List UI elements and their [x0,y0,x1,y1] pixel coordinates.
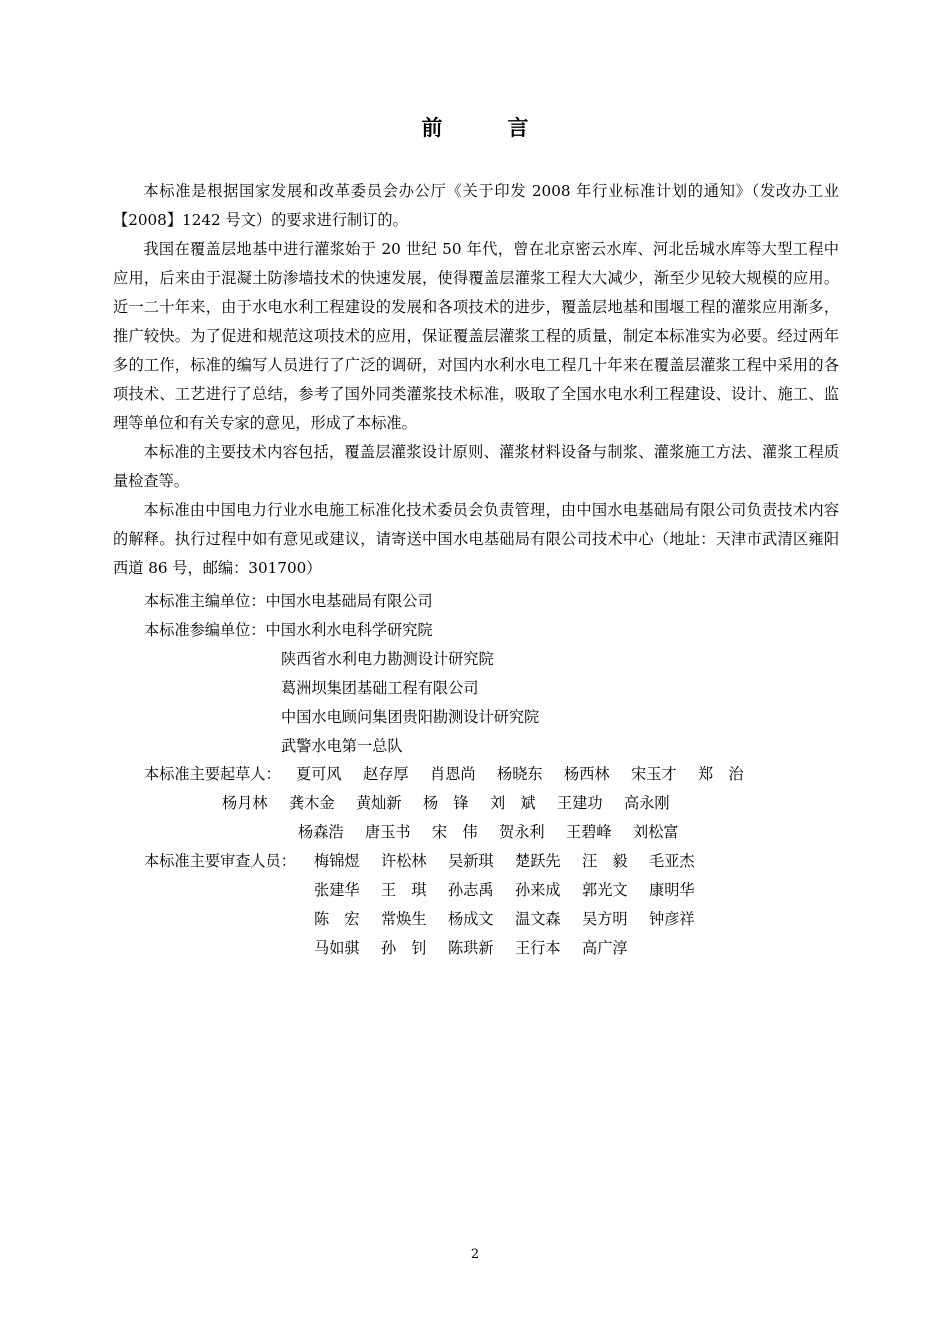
paragraph: 我国在覆盖层地基中进行灌浆始于 20 世纪 50 年代，曾在北京密云水库、河北岳城水库等大型工程中应用，后来由于混凝土防渗墙技术的快速发展，使得覆盖层灌浆工程大大减少，渐至少见较大规模的应用。近一二十年来，由于水电水利工程建设的发展和各项技术的进步，覆盖层地基和围堰工程的灌浆应用渐多，推广较快。为了促进和规范这项技术的应用，保证覆盖层灌浆工程的质量，制定本标准实为必要。经过两年多的工作，标准的编写人员进行了广泛的调研，对国内水利水电工程几十年来在覆盖层灌浆工程中采用的各项技术、工艺进行了总结，参考了国外同类灌浆技术标准，吸取了全国水电水利工程建设、设计、施工、监理等单位和有关专家的意见，形成了本标准。 [113,240,839,432]
person-name: 宋 伟 [432,823,478,841]
chief-editor-unit: 中国水电基础局有限公司 [265,592,433,610]
person-name: 孙 钊 [381,939,427,957]
person-name: 贺永利 [499,823,545,841]
person-name: 高广淳 [582,939,628,957]
page-number: 2 [470,1247,480,1262]
drafters-row [144,760,281,789]
person-name: 孙来成 [515,881,561,899]
person-name: 楚跃先 [515,852,561,870]
foreword-body [113,177,839,583]
person-name: 康明华 [649,881,695,899]
person-name: 陈 宏 [314,910,360,928]
person-name: 宋玉才 [631,765,677,783]
person-name: 郑 治 [698,765,744,783]
co-editor-unit: 陕西省水利电力勘测设计研究院 [281,650,494,668]
person-name: 赵存厚 [363,765,409,783]
reviewers-label: 本标准主要审查人员： [144,852,296,870]
reviewers-row [144,847,296,876]
person-name: 杨森浩 [298,823,344,841]
person-name: 许松林 [381,852,427,870]
person-name: 唐玉书 [365,823,411,841]
person-name: 孙志禹 [448,881,494,899]
person-name: 吴新琪 [448,852,494,870]
person-name: 高永刚 [624,794,670,812]
co-editor-label: 本标准参编单位： [144,621,266,639]
co-editor-unit: 葛洲坝集团基础工程有限公司 [281,679,479,697]
person-name: 吴方明 [582,910,628,928]
person-name: 黄灿新 [356,794,402,812]
person-name: 刘 斌 [490,794,536,812]
person-name: 夏可风 [296,765,342,783]
person-name: 杨西林 [564,765,610,783]
chief-editor-row [144,587,433,616]
person-name: 王 琪 [381,881,427,899]
person-name: 王行本 [515,939,561,957]
person-name: 陈珙新 [448,939,494,957]
person-name: 王碧峰 [566,823,612,841]
person-name: 温文森 [515,910,561,928]
drafters-label: 本标准主要起草人： [144,765,281,783]
page-title: 前 言 [421,115,551,140]
paragraph: 本标准的主要技术内容包括，覆盖层灌浆设计原则、灌浆材料设备与制浆、灌浆施工方法、灌浆工程质量检查等。 [113,443,839,490]
co-editor-row [144,616,433,645]
person-name: 龚木金 [289,794,335,812]
person-name: 王建功 [557,794,603,812]
co-editor-unit: 武警水电第一总队 [281,737,403,755]
person-name: 钟彦祥 [649,910,695,928]
person-name: 张建华 [314,881,360,899]
person-name: 马如骐 [314,939,360,957]
person-name: 汪 毅 [582,852,628,870]
person-name: 常焕生 [381,910,427,928]
person-name: 杨成文 [448,910,494,928]
co-editor-unit: 中国水电顾问集团贵阳勘测设计研究院 [281,708,540,726]
chief-editor-label: 本标准主编单位： [144,592,266,610]
paragraph: 本标准是根据国家发展和改革委员会办公厅《关于印发 2008 年行业标准计划的通知》（发改办工业【2008】1242 号文）的要求进行制订的。 [113,182,839,229]
person-name: 刘松富 [633,823,679,841]
person-name: 毛亚杰 [649,852,695,870]
paragraph: 本标准由中国电力行业水电施工标准化技术委员会负责管理，由中国水电基础局有限公司负责技术内容的解释。执行过程中如有意见或建议，请寄送中国水电基础局有限公司技术中心（地址：天津市武清区雍阳西道 86 号，邮编：301700） [113,501,839,577]
person-name: 梅锦煜 [314,852,360,870]
co-editor-unit: 中国水利水电科学研究院 [265,621,433,639]
person-name: 杨 锋 [423,794,469,812]
person-name: 杨月林 [222,794,268,812]
person-name: 杨晓东 [497,765,543,783]
person-name: 肖恩尚 [430,765,476,783]
person-name: 郭光文 [582,881,628,899]
